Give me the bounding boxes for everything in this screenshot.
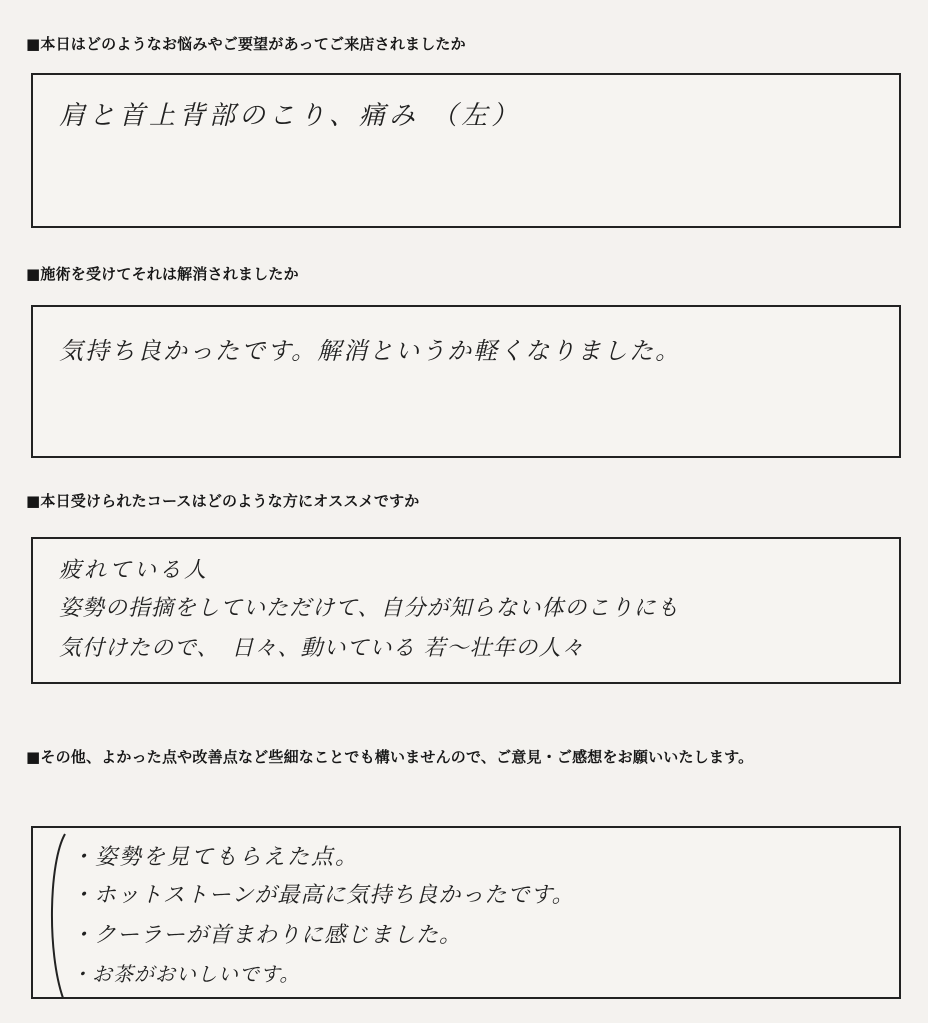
question-2: ■施術を受けてそれは解消されましたか	[26, 265, 299, 283]
answer-1-line-1: 肩と首上背部のこり、痛み （左）	[59, 101, 522, 131]
question-3: ■本日受けられたコースはどのような方にオススメですか	[26, 492, 420, 510]
answer-4-line-3: ・クーラーが首まわりに感じました。	[71, 923, 463, 948]
answer-box-2	[31, 305, 901, 458]
answer-box-4	[31, 826, 901, 999]
answer-2-line-1: 気持ち良かったです。解消というか軽くなりました。	[59, 337, 682, 365]
bracket-mark	[39, 832, 69, 1002]
answer-4-line-4: ・お茶がおいしいです。	[71, 962, 301, 986]
answer-3-line-1: 疲れている人	[59, 558, 210, 583]
answer-3-line-3: 気付けたので、 日々、動いている 若〜壮年の人々	[59, 636, 585, 661]
answer-box-1	[31, 73, 901, 228]
answer-3-line-2: 姿勢の指摘をしていただけて、自分が知らない体のこりにも	[59, 596, 680, 621]
question-4: ■その他、よかった点や改善点など些細なことでも構いませんので、ご意見・ご感想をお願いいたします。	[26, 748, 754, 766]
answer-4-line-2: ・ホットストーンが最高に気持ち良かったです。	[71, 883, 575, 908]
question-1: ■本日はどのようなお悩みやご要望があってご来店されましたか	[26, 35, 466, 53]
answer-4-line-1: ・姿勢を見てもらえた点。	[71, 845, 360, 870]
answer-box-3	[31, 537, 901, 684]
